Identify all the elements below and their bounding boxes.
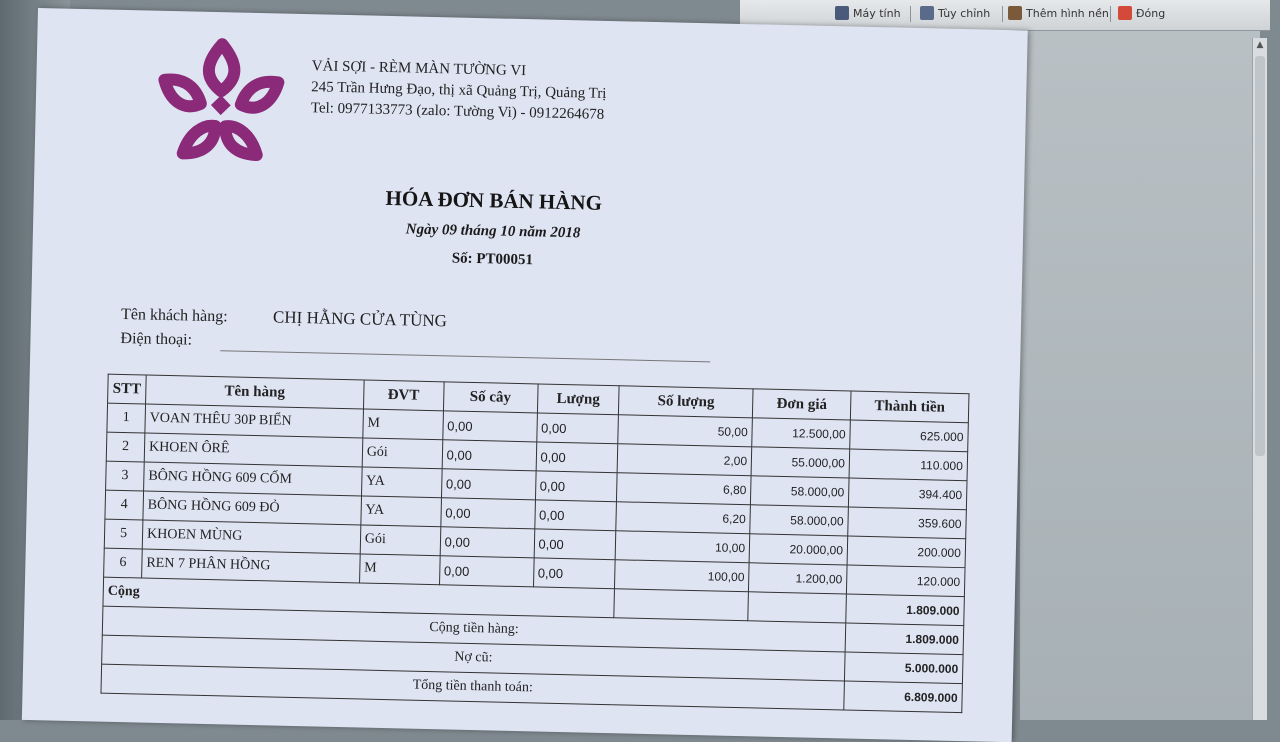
header-amount: Lượng: [537, 384, 620, 415]
invoice-paper: [22, 8, 1028, 742]
cell-amount: 0,00: [536, 413, 619, 444]
cell-tree-count: 0,00: [441, 469, 535, 500]
cell-item-name: KHOEN MÙNG: [142, 520, 360, 554]
shop-name: VẢI SỢI - RÈM MÀN TƯỜNG VI: [311, 58, 527, 80]
cell-total: 359.600: [848, 507, 967, 539]
cell-tree-count: 0,00: [442, 440, 536, 471]
cell-quantity: 6,80: [617, 473, 751, 505]
cell-item-name: VOAN THÊU 30P BIỂN: [145, 404, 363, 438]
cell-total: 625.000: [850, 420, 969, 452]
summary-label: Tổng tiền thanh toán:: [101, 664, 845, 710]
items-table: [100, 374, 969, 713]
close-icon: [1118, 6, 1132, 20]
customer-name-label: Tên khách hàng:: [120, 305, 228, 326]
cell-stt: 2: [106, 432, 145, 462]
cell-total: 394.400: [848, 478, 967, 510]
invoice-number: Số: PT00051: [451, 250, 534, 269]
cell-tree-count: 0,00: [440, 527, 534, 558]
cell-unit: Gói: [362, 438, 443, 469]
cell-stt: 4: [105, 490, 144, 520]
cell-quantity: 50,00: [618, 415, 752, 447]
cell-item-name: BÔNG HỒNG 609 CỐM: [144, 462, 362, 496]
cell-unit-price: 58.000,00: [750, 505, 849, 536]
phone-label: Điện thoại:: [120, 329, 193, 349]
summary-value: 1.809.000: [845, 623, 964, 655]
cell-amount: 0,00: [533, 558, 616, 589]
header-unit: ĐVT: [363, 380, 444, 411]
summary-value: 5.000.000: [845, 652, 964, 684]
cell-unit-price: 55.000,00: [751, 447, 850, 478]
cell-unit: YA: [361, 496, 442, 527]
total-empty-cell: [614, 589, 748, 621]
header-quantity: Số lượng: [619, 386, 753, 418]
cell-amount: 0,00: [536, 442, 619, 473]
invoice-title: HÓA ĐƠN BÁN HÀNG: [385, 185, 603, 215]
cell-quantity: 10,00: [616, 531, 750, 563]
toolbar-separator: [910, 6, 911, 22]
scrollbar-thumb[interactable]: [1255, 56, 1265, 456]
cell-quantity: 6,20: [616, 502, 750, 534]
cell-stt: 6: [104, 548, 143, 578]
customer-name: CHỊ HẰNG CỬA TÙNG: [272, 307, 448, 331]
close-label: Đóng: [1136, 6, 1166, 20]
cell-stt: 1: [107, 403, 146, 433]
total-value: 1.809.000: [846, 594, 965, 626]
customer-row: [121, 304, 447, 331]
shop-logo: [154, 35, 287, 168]
customize-button[interactable]: [920, 6, 990, 20]
summary-value: 6.809.000: [844, 681, 963, 713]
cell-item-name: BÔNG HỒNG 609 ĐỎ: [143, 491, 361, 525]
header-unit-price: Đơn giá: [753, 389, 852, 420]
cell-tree-count: 0,00: [440, 498, 534, 529]
cell-total: 120.000: [846, 565, 965, 597]
cell-stt: 3: [106, 461, 145, 491]
cell-unit-price: 58.000,00: [751, 476, 850, 507]
shop-info: [311, 56, 608, 126]
customize-label: Tùy chỉnh: [938, 6, 991, 20]
cell-quantity: 100,00: [615, 560, 749, 592]
total-label: Cộng: [103, 577, 615, 618]
cell-item-name: REN 7 PHÂN HỒNG: [142, 549, 360, 583]
vertical-scrollbar[interactable]: [1252, 38, 1267, 720]
header-total: Thành tiền: [850, 391, 969, 423]
cell-unit-price: 20.000,00: [749, 534, 848, 565]
shop-address: 245 Trần Hưng Đạo, thị xã Quảng Trị, Quảng Trị: [311, 79, 607, 102]
calculator-label: Máy tính: [853, 6, 901, 20]
invoice-date: Ngày 09 tháng 10 năm 2018: [405, 221, 581, 242]
calculator-icon: [835, 6, 849, 20]
add-background-button[interactable]: [1008, 6, 1109, 20]
cell-amount: 0,00: [534, 500, 617, 531]
background-image-icon: [1008, 6, 1022, 20]
cell-unit: M: [359, 554, 440, 585]
cell-unit: M: [363, 409, 444, 440]
header-stt: STT: [108, 374, 147, 404]
header-item-name: Tên hàng: [146, 375, 364, 409]
cell-unit: Gói: [360, 525, 441, 556]
customize-icon: [920, 6, 934, 20]
calculator-button[interactable]: [835, 6, 901, 20]
phone-line: [220, 350, 710, 362]
viewer-background: [1020, 30, 1260, 720]
cell-unit-price: 12.500,00: [752, 418, 851, 449]
cell-unit: YA: [361, 467, 442, 498]
cell-item-name: KHOEN ÔRÊ: [144, 433, 362, 467]
header-tree-count: Số cây: [443, 382, 537, 413]
cell-unit-price: 1.200,00: [749, 563, 848, 594]
cell-tree-count: 0,00: [442, 411, 536, 442]
close-button[interactable]: [1118, 6, 1165, 20]
toolbar-separator: [1002, 6, 1003, 22]
summary-label: Cộng tiền hàng:: [102, 606, 846, 652]
total-empty-cell: [748, 592, 847, 623]
shop-phone: Tel: 0977133773 (zalo: Tường Vi) - 0912264678: [310, 100, 605, 123]
cell-stt: 5: [104, 519, 143, 549]
cell-amount: 0,00: [535, 471, 618, 502]
cell-total: 200.000: [847, 536, 966, 568]
cell-tree-count: 0,00: [439, 556, 533, 587]
add-background-label: Thêm hình nền: [1026, 6, 1109, 20]
toolbar-separator: [1110, 6, 1111, 22]
cell-quantity: 2,00: [618, 444, 752, 476]
scroll-up-icon[interactable]: ▲: [1256, 40, 1264, 50]
summary-label: Nợ cũ:: [102, 635, 846, 681]
phone-row: [120, 330, 192, 350]
cell-total: 110.000: [849, 449, 968, 481]
cell-amount: 0,00: [534, 529, 617, 560]
